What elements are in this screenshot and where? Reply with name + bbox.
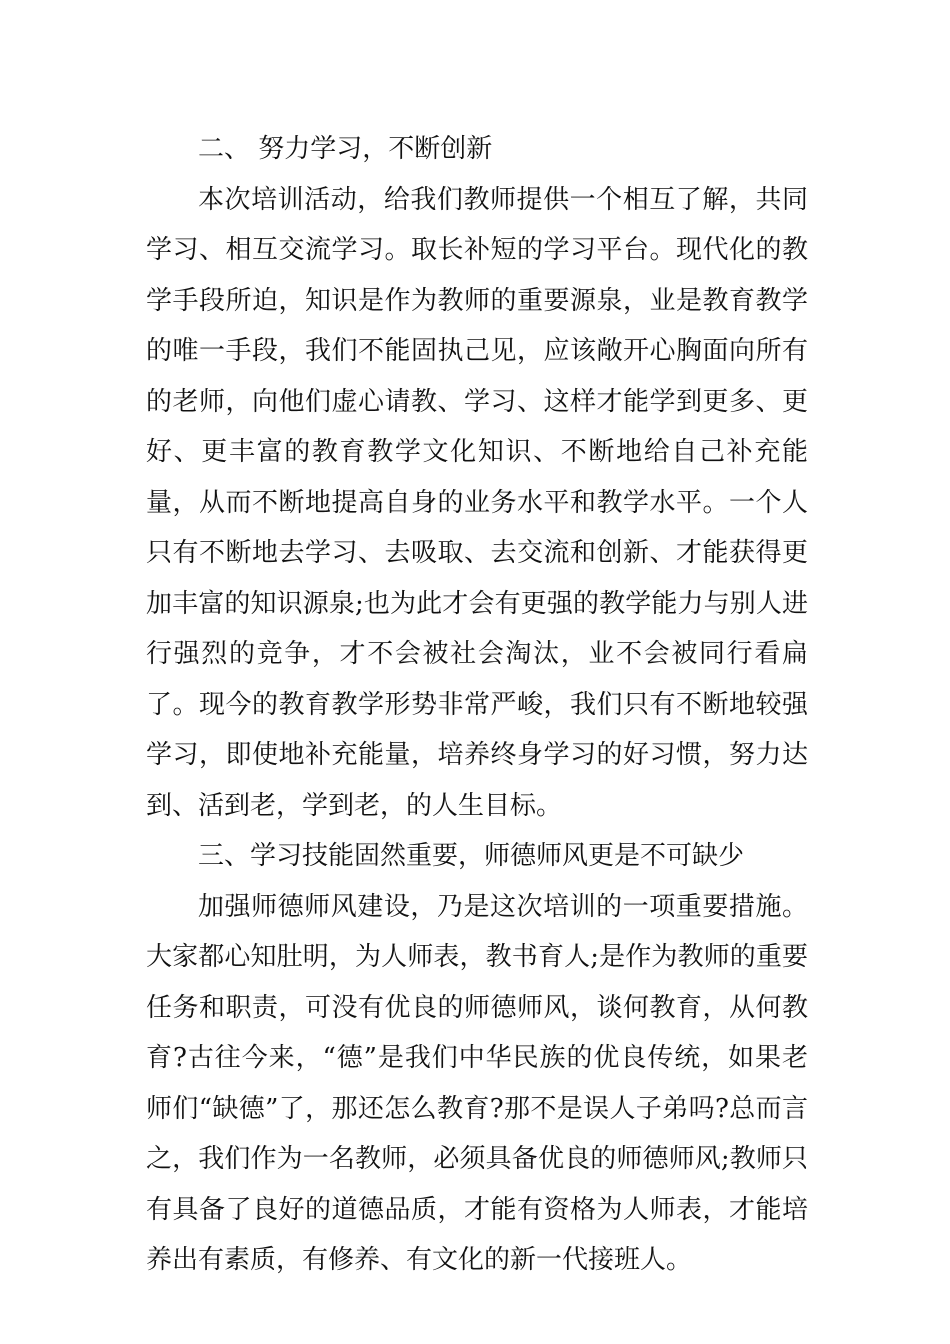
section-3-paragraph: 加强师德师风建设，乃是这次培训的一项重要措施。大家都心知肚明，为人师表，教书育人;是作为教师的重要任务和职责，可没有优良的师德师风，谈何教育，从何教育?古往今来，“德”是我们中华民族的优良传统，如果老师们“缺德”了，那还怎么教育?那不是误人子弟吗?总而言之，我们作为一名教师，必须具备优良的师德师风;教师只有具备了良好的道德品质，才能有资格为人师表，才能培养出有素质，有修养、有文化的新一代接班人。 <box>146 891 808 1275</box>
section-3-heading: 三、学习技能固然重要，师德师风更是不可缺少 <box>198 841 745 871</box>
section-2-paragraph: 本次培训活动，给我们教师提供一个相互了解，共同学习、相互交流学习。取长补短的学习平台。现代化的教学手段所迫，知识是作为教师的重要源泉，业是教育教学的唯一手段，我们不能固执己见，应该敞开心胸面向所有的老师，向他们虚心请教、学习、这样才能学到更多、更好、更丰富的教育教学文化知识、不断地给自己补充能量，从而不断地提高自身的业务水平和教学水平。一个人只有不断地去学习、去吸取、去交流和创新、才能获得更加丰富的知识源泉;也为此才会有更强的教学能力与别人进行强烈的竞争，才不会被社会淘汰，业不会被同行看扁了。现今的教育教学形势非常严峻，我们只有不断地较强学习，即使地补充能量，培养终身学习的好习惯，努力达到、活到老，学到老，的人生目标。 <box>146 184 808 821</box>
document-page <box>146 124 808 1286</box>
section-2-heading: 二、 努力学习，不断创新 <box>198 134 493 164</box>
